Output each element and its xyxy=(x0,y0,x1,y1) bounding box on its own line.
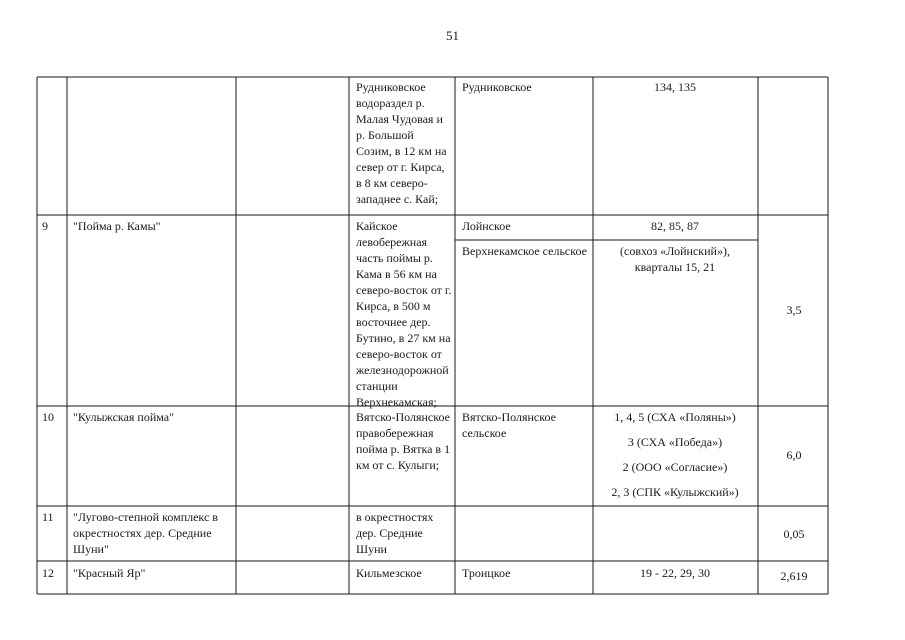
table-cell-number: 10 xyxy=(42,410,54,424)
table-cell-quarters: 19 - 22, 29, 30 xyxy=(640,566,710,580)
table-cell-description: Вятско-Полянское правобережная пойма р. Вятка в 1 км от с. Кулыги; xyxy=(356,410,451,472)
table-cell-quarters: 134, 135 xyxy=(654,80,696,94)
table-cell-area: 6,0 xyxy=(786,448,802,462)
table-cell-district: Лойнское xyxy=(462,219,511,233)
table-cell-description: Рудниковское водораздел р. Малая Чудовая и р. Большой Созим, в 12 км на север от г. Кирса, в 8 км северо-западнее с. Кай; xyxy=(356,80,447,206)
table-cell-name: "Пойма р. Камы" xyxy=(73,219,161,233)
table-cell-area: 2,619 xyxy=(780,569,808,583)
quarter-entry: 1, 4, 5 (СХА «Поляны») xyxy=(614,410,736,424)
table-cell-district: Рудниковское xyxy=(462,80,532,94)
quarter-entry: 2 (ООО «Согласие») xyxy=(622,460,728,474)
table-cell-quarters-secondary: (совхоз «Лойнский»), кварталы 15, 21 xyxy=(620,244,730,274)
table-cell-description: Кайское левобережная часть поймы р. Кама в 56 км на северо-восток от г. Кирса, в 500 м восточнее дер. Бутино, в 27 км на северо-восток от железнодорожной станции Верхнекамская; xyxy=(356,219,452,409)
quarter-entry: 3 (СХА «Победа») xyxy=(627,435,723,449)
table-cell-number: 11 xyxy=(42,510,54,524)
table-cell-quarters: 82, 85, 87 xyxy=(651,219,699,233)
table-cell-area: 3,5 xyxy=(786,303,802,317)
table-cell-number: 12 xyxy=(42,566,54,580)
table-cell-number: 9 xyxy=(42,219,48,233)
quarter-entry: 2, 3 (СПК «Кулыжский») xyxy=(611,485,739,499)
table-cell-area: 0,05 xyxy=(783,527,805,541)
table-cell-district: Троицкое xyxy=(462,566,511,580)
table-cell-district: Вятско-Полянское сельское xyxy=(462,410,556,440)
table-cell-quarters-list xyxy=(598,409,752,509)
table-cell-description: Кильмезское xyxy=(356,566,422,580)
table-cell-description: в окрестностях дер. Средние Шуни xyxy=(356,510,434,556)
table-cell-name: "Красный Яр" xyxy=(73,566,146,580)
table-cell-district-secondary: Верхнекамское сельское xyxy=(462,244,587,258)
page-number: 51 xyxy=(446,28,459,43)
table-cell-name: "Лугово-степной комплекс в окрестностях дер. Средние Шуни" xyxy=(73,510,218,556)
table-cell-name: "Кулыжская пойма" xyxy=(73,410,174,424)
